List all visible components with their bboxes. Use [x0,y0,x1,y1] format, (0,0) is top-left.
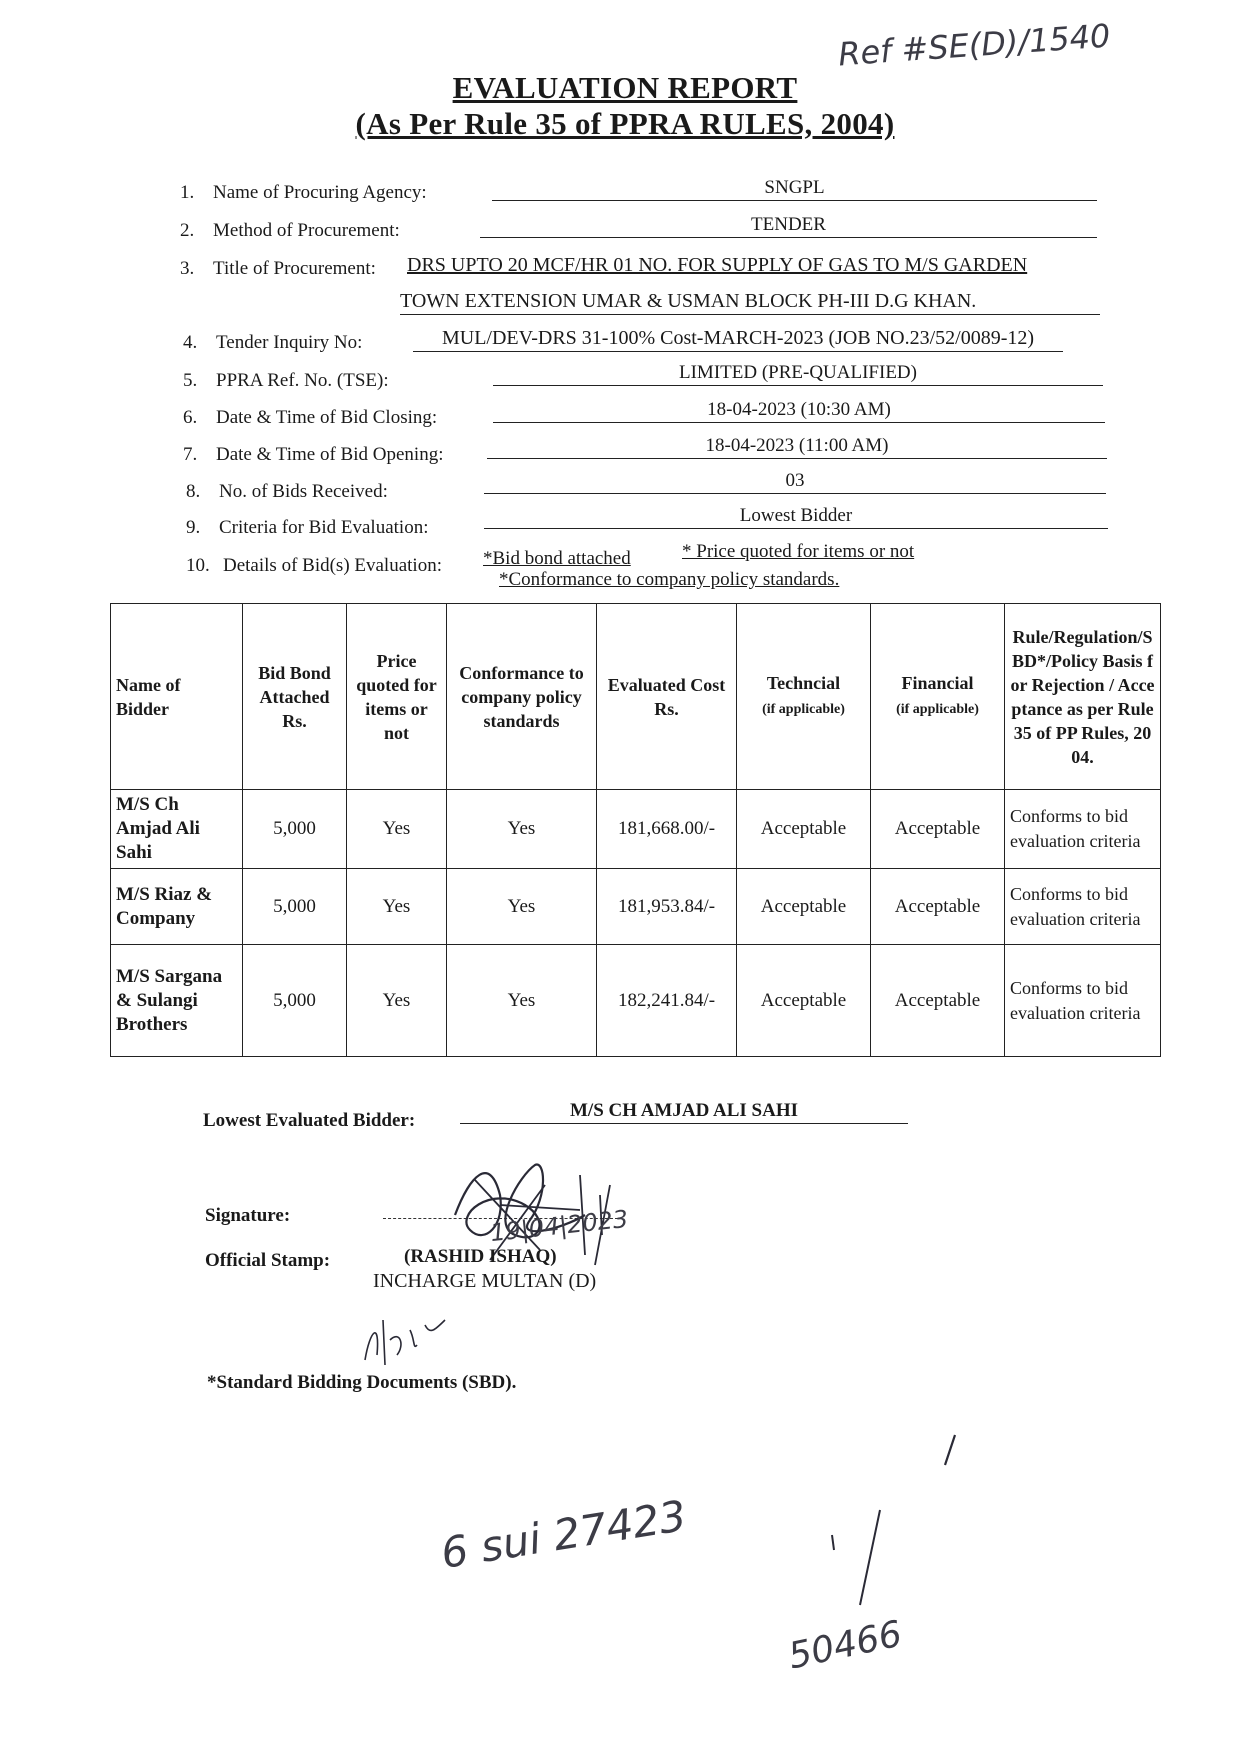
lowest-bidder-label: Lowest Evaluated Bidder: [203,1110,416,1131]
report-title: EVALUATION REPORT [452,70,798,105]
field-value: DRS UPTO 20 MCF/HR 01 NO. FOR SUPPLY OF GAS TO M/S GARDEN [407,254,1028,276]
field-value: 03 [484,470,1106,494]
field-value: *Bid bond attached [483,548,631,569]
cell-conformance: Yes [447,790,597,869]
table-row [111,790,1161,869]
cell-technical: Acceptable [737,945,871,1057]
header-bidder: Name of Bidder [111,604,243,790]
evaluation-table [110,603,1161,1057]
cell-price-quoted: Yes [347,790,447,869]
cell-bidder: M/S Sargana & Sulangi Brothers [111,945,243,1057]
handwritten-note-2: 50466 [784,1613,906,1678]
cell-bid-bond: 5,000 [243,945,347,1057]
cell-rule-basis: Conforms to bid evaluation criteria [1005,869,1161,945]
header-technical: Techncial (if applicable) [737,604,871,790]
official-stamp-label: Official Stamp: [205,1250,331,1271]
header-price-quoted: Price quoted for items or not [347,604,447,790]
stamp-name: (RASHID ISHAQ) [404,1246,557,1267]
field-value: Lowest Bidder [484,505,1108,529]
header-evaluated-cost: Evaluated Cost Rs. [597,604,737,790]
cell-conformance: Yes [447,869,597,945]
cell-bid-bond: 5,000 [243,869,347,945]
evaluation-report-page: Ref #SE(D)/1540 EVALUATION REPORT (As Per Rule 35 of PPRA RULES, 2004) 1. Name of Procuring Agency: SNGPL 2. Method of Procurement: TENDER 3. Title of Procurement: DRS UPTO 20 MCF/HR 01 NO. FOR SUPPLY OF GAS TO M/S GARDEN TOWN EXTENSION UMAR & USMAN BLOCK PH-III D.G KHAN. 4. Tender Inquiry No: MUL/DEV-DRS 31-100% Cost-MARCH-2023 (JOB NO.23/52/0089-12) 5. PPRA Ref. No. (TSE): LIMITED (PRE-QUALIFIED) 6. Date & Time of Bid Closing: 18-04-2023 (10:30 AM) 7. Date & Time of Bid Opening: 18-04-2023 (11:00 AM) 8. No. of Bids Received: 03 9. Criteria for Bid Evaluation: Lowest Bidder 10. Details of Bid(s) Evaluation: *Bid bond attached * Price quoted for items or not *Conformance to company policy standards. Name of Bidder Bid Bond Attached Rs. Price quoted for items or not Conformance to company policy standards Evaluated Cost Rs. Techncial (if applicable) Financial (if applicable) Rule/Regulation/SBD*/Policy Basis for Rejection / Acceptance as per Rule 35 of PP Rules, 2004. M/S Ch Amjad Ali Sahi 5,000 Yes Yes 181,668.00/- Acceptable Acceptable Conforms to bid evaluation criteria M/S Riaz & Company 5,000 Yes Yes 181,953.84/- Acceptable Acceptable Conforms to bid evaluation criteria M/S Sargana & Sulangi Brothers 5,000 Yes Yes 182,241.84/- Acceptable Acceptable Conforms to bid evaluation criteria Lowest Evaluated Bidder: M/S CH AMJAD ALI SAHI Signature: 19|04|2023 Official Stamp: (RASHID ISHAQ) INCHARGE MULTAN (D) *Standard Bidding Documents (SBD). 6 sui 27423 50466 [0,0,1250,1763]
cell-financial: Acceptable [871,790,1005,869]
initials-mark [355,1300,475,1380]
cell-technical: Acceptable [737,790,871,869]
sbd-note: *Standard Bidding Documents (SBD). [207,1372,517,1393]
cell-bidder: M/S Ch Amjad Ali Sahi [111,790,243,869]
field-value-line2: *Conformance to company policy standards. [499,569,840,590]
signature-date: 19|04|2023 [488,1204,630,1248]
cell-financial: Acceptable [871,869,1005,945]
report-subtitle: (As Per Rule 35 of PPRA RULES, 2004) [355,106,895,141]
field-value: 18-04-2023 (11:00 AM) [487,435,1107,459]
cell-price-quoted: Yes [347,869,447,945]
cell-rule-basis: Conforms to bid evaluation criteria [1005,945,1161,1057]
cell-financial: Acceptable [871,945,1005,1057]
field-value: TENDER [480,214,1097,238]
field-value: 18-04-2023 (10:30 AM) [493,399,1105,423]
cell-bid-bond: 5,000 [243,790,347,869]
cell-price-quoted: Yes [347,945,447,1057]
header-conformance: Conformance to company policy standards [447,604,597,790]
cell-rule-basis: Conforms to bid evaluation criteria [1005,790,1161,869]
cell-conformance: Yes [447,945,597,1057]
table-header-row [111,604,1161,790]
cell-bidder: M/S Riaz & Company [111,869,243,945]
field-value-line2: TOWN EXTENSION UMAR & USMAN BLOCK PH-III D.G KHAN. [400,290,1100,315]
lowest-bidder-value: M/S CH AMJAD ALI SAHI [460,1100,908,1124]
handwritten-ref-note: Ref #SE(D)/1540 [837,16,1112,74]
cell-technical: Acceptable [737,869,871,945]
cell-evaluated-cost: 182,241.84/- [597,945,737,1057]
header-financial: Financial (if applicable) [871,604,1005,790]
table-row [111,945,1161,1057]
signature-label: Signature: [205,1205,291,1226]
cell-evaluated-cost: 181,953.84/- [597,869,737,945]
field-value: SNGPL [492,177,1097,201]
stamp-title: INCHARGE MULTAN (D) [373,1270,597,1292]
header-bid-bond: Bid Bond Attached Rs. [243,604,347,790]
handwritten-note-1: 6 sui 27423 [437,1490,690,1579]
field-value: MUL/DEV-DRS 31-100% Cost-MARCH-2023 (JOB NO.23/52/0089-12) [413,327,1063,352]
field-value: LIMITED (PRE-QUALIFIED) [493,362,1103,386]
field-value-b: * Price quoted for items or not [682,541,915,562]
pen-mark [935,1430,965,1470]
header-rule-basis: Rule/Regulation/SBD*/Policy Basis for Rejection / Acceptance as per Rule 35 of PP Rules, 2004. [1005,604,1161,790]
handwritten-slash [820,1505,900,1615]
table-row [111,869,1161,945]
cell-evaluated-cost: 181,668.00/- [597,790,737,869]
